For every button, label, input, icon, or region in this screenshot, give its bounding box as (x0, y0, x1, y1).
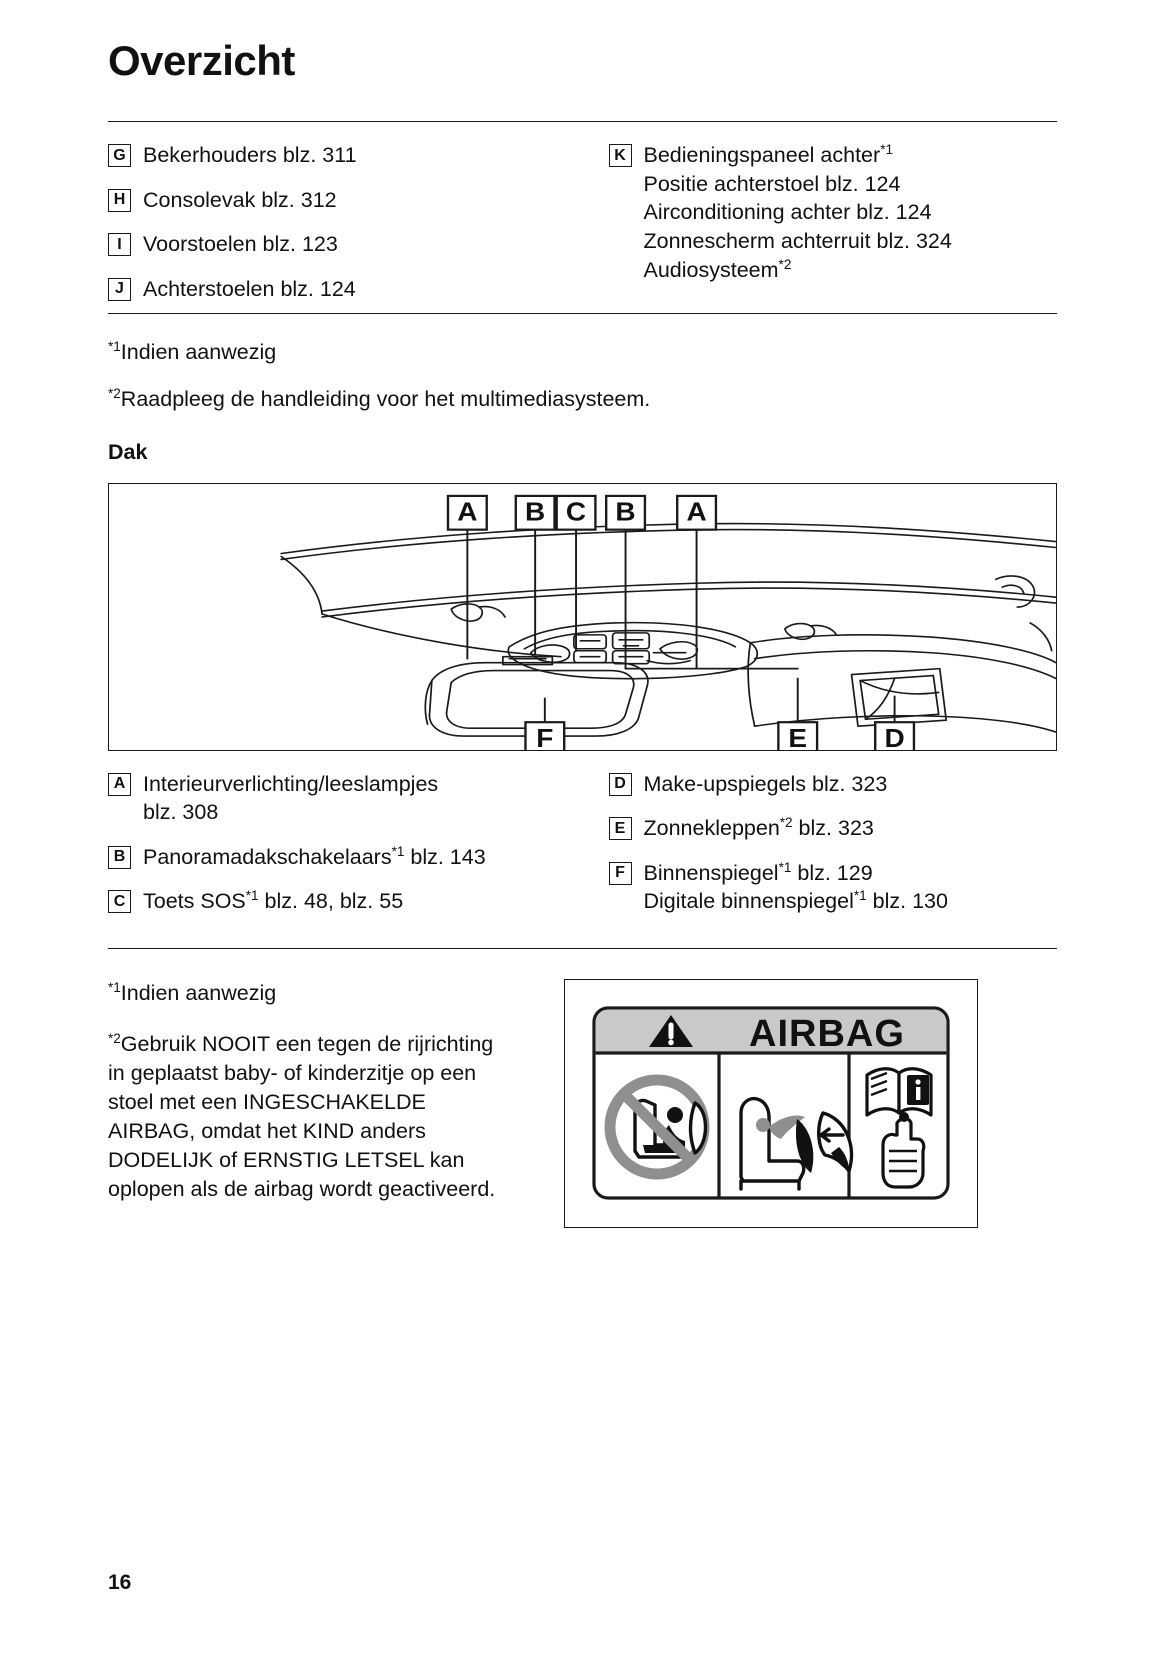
list-item[interactable] (108, 770, 583, 827)
list-item-line: Interieurverlichting/leeslampjes (143, 771, 439, 796)
top-list-left-column (108, 122, 583, 303)
svg-text:D: D (884, 723, 905, 750)
footnote-marker: *2 (108, 1030, 121, 1046)
list-item[interactable] (108, 141, 583, 170)
list-item-label (644, 859, 948, 916)
legend-left-column (108, 751, 583, 916)
footnote-marker: *1 (853, 888, 867, 904)
figure-callout-a-right (677, 496, 716, 530)
list-item[interactable] (609, 859, 1058, 916)
tag-badge-h: H (108, 189, 131, 212)
footnote-text: Indien aanwezig (120, 980, 277, 1005)
list-item[interactable] (609, 141, 1058, 284)
tag-badge-g: G (108, 144, 131, 167)
svg-text:C: C (565, 497, 587, 527)
illustration-svg (109, 484, 1056, 750)
list-item-line: Positie achterstoel blz. 124 (643, 171, 901, 196)
footnote-text: Indien aanwezig (120, 339, 277, 364)
svg-text:A: A (457, 497, 478, 527)
footnote-marker: *1 (108, 979, 121, 995)
figure-callout-b-right (606, 496, 645, 530)
footnote-marker: *1 (778, 859, 792, 875)
tag-badge-i: I (108, 233, 131, 256)
tag-badge-e: E (609, 817, 632, 840)
list-item-label: Achterstoelen blz. 124 (143, 276, 356, 301)
list-item-line: Audiosysteem$^{*2}$ (643, 256, 792, 282)
bottom-footnotes (108, 979, 526, 1204)
footnote-marker: *2 (778, 256, 792, 272)
divider-after-legend (108, 948, 1057, 949)
list-item-label: Voorstoelen blz. 123 (143, 232, 338, 257)
footnote-marker: *1 (245, 888, 259, 904)
section-heading: Dak (108, 439, 148, 464)
tag-badge-k: K (609, 144, 632, 167)
svg-text:B: B (615, 497, 636, 527)
figure-callout-b-left (516, 496, 555, 530)
list-item[interactable] (108, 887, 583, 916)
figure-callout-a-left (448, 496, 487, 530)
svg-text:E: E (788, 723, 808, 750)
figure-callout-d (875, 722, 914, 750)
footnote-1 (108, 338, 1057, 367)
footnote-2 (108, 385, 1057, 414)
airbag-label-svg (591, 1005, 951, 1201)
tag-badge-c: C (108, 890, 131, 913)
list-item-line: Binnenspiegel$^{*1}$ blz. 129 (643, 859, 873, 885)
list-item[interactable] (108, 275, 583, 304)
figure-callout-c (557, 496, 596, 530)
footnote-marker: *1 (108, 338, 121, 354)
roof-console-illustration (108, 483, 1057, 751)
svg-text:B: B (525, 497, 546, 527)
page-title: Overzicht (108, 37, 295, 84)
list-item[interactable] (108, 230, 583, 259)
airbag-warning-label (564, 979, 978, 1228)
tag-badge-b: B (108, 846, 131, 869)
legend-right-column (583, 751, 1058, 916)
page-number: 16 (108, 1571, 132, 1594)
footnote-marker: *1 (880, 142, 893, 158)
footnote-text: Raadpleeg de handleiding voor het multimediasysteem. (120, 386, 651, 411)
airbag-label-container (526, 979, 1057, 1228)
svg-text:F: F (536, 723, 554, 750)
top-list-right-column (583, 122, 1058, 303)
list-item-line: blz. 308 (143, 800, 219, 825)
list-item-label: Bekerhouders blz. 311 (143, 143, 357, 168)
tag-badge-f: F (609, 862, 632, 885)
footnote-marker: *2 (779, 815, 793, 831)
figure-legend (108, 751, 1057, 916)
list-item-line: Zonnescherm achterruit blz. 324 (643, 228, 952, 253)
list-item-label (143, 770, 438, 827)
list-item[interactable] (108, 186, 583, 215)
footnote-2-bottom (108, 1030, 508, 1204)
figure-callout-f (525, 722, 564, 750)
consult-manual-icon (867, 1069, 931, 1115)
airbag-header-text: AIRBAG (748, 1013, 905, 1056)
figure-callout-e (778, 722, 817, 750)
tag-badge-d: D (609, 773, 632, 796)
footnote-1-bottom (108, 979, 508, 1008)
list-item[interactable] (108, 843, 583, 872)
list-item[interactable] (609, 814, 1058, 843)
list-item-label: Zonnekleppen$^{*2}$ blz. 323 (643, 815, 874, 841)
list-item-line: Bedieningspaneel achter$^{*1}$ (643, 142, 893, 168)
tag-badge-j: J (108, 278, 131, 301)
list-item-label: Panoramadakschakelaars$^{*1}$ blz. 143 (143, 843, 486, 869)
list-item-line: Airconditioning achter blz. 124 (643, 200, 932, 225)
list-item-label (644, 141, 952, 284)
list-item-label: Consolevak blz. 312 (143, 187, 337, 212)
footnote-marker: *2 (108, 385, 121, 401)
footnote-marker: *1 (391, 843, 405, 859)
svg-text:A: A (686, 497, 707, 527)
list-item-line: Digitale binnenspiegel$^{*1}$ blz. 130 (643, 888, 948, 914)
bottom-section (108, 979, 1057, 1228)
tag-badge-a: A (108, 773, 131, 796)
divider-after-top-list (108, 313, 1057, 314)
top-item-list (108, 122, 1057, 303)
list-item[interactable] (609, 770, 1058, 799)
list-item-label: Make-upspiegels blz. 323 (643, 771, 888, 796)
footnote-text: Gebruik NOOIT een tegen de rijrichting in geplaatst baby- of kinderzitje op een stoel met een INGESCHAKELDE AIRBAG, omdat het KIND anders DODELIJK of ERNSTIG LETSEL kan oplopen als de airbag wordt geactiveerd. (108, 1031, 496, 1202)
list-item-label: Toets SOS$^{*1}$ blz. 48, blz. 55 (143, 888, 404, 914)
